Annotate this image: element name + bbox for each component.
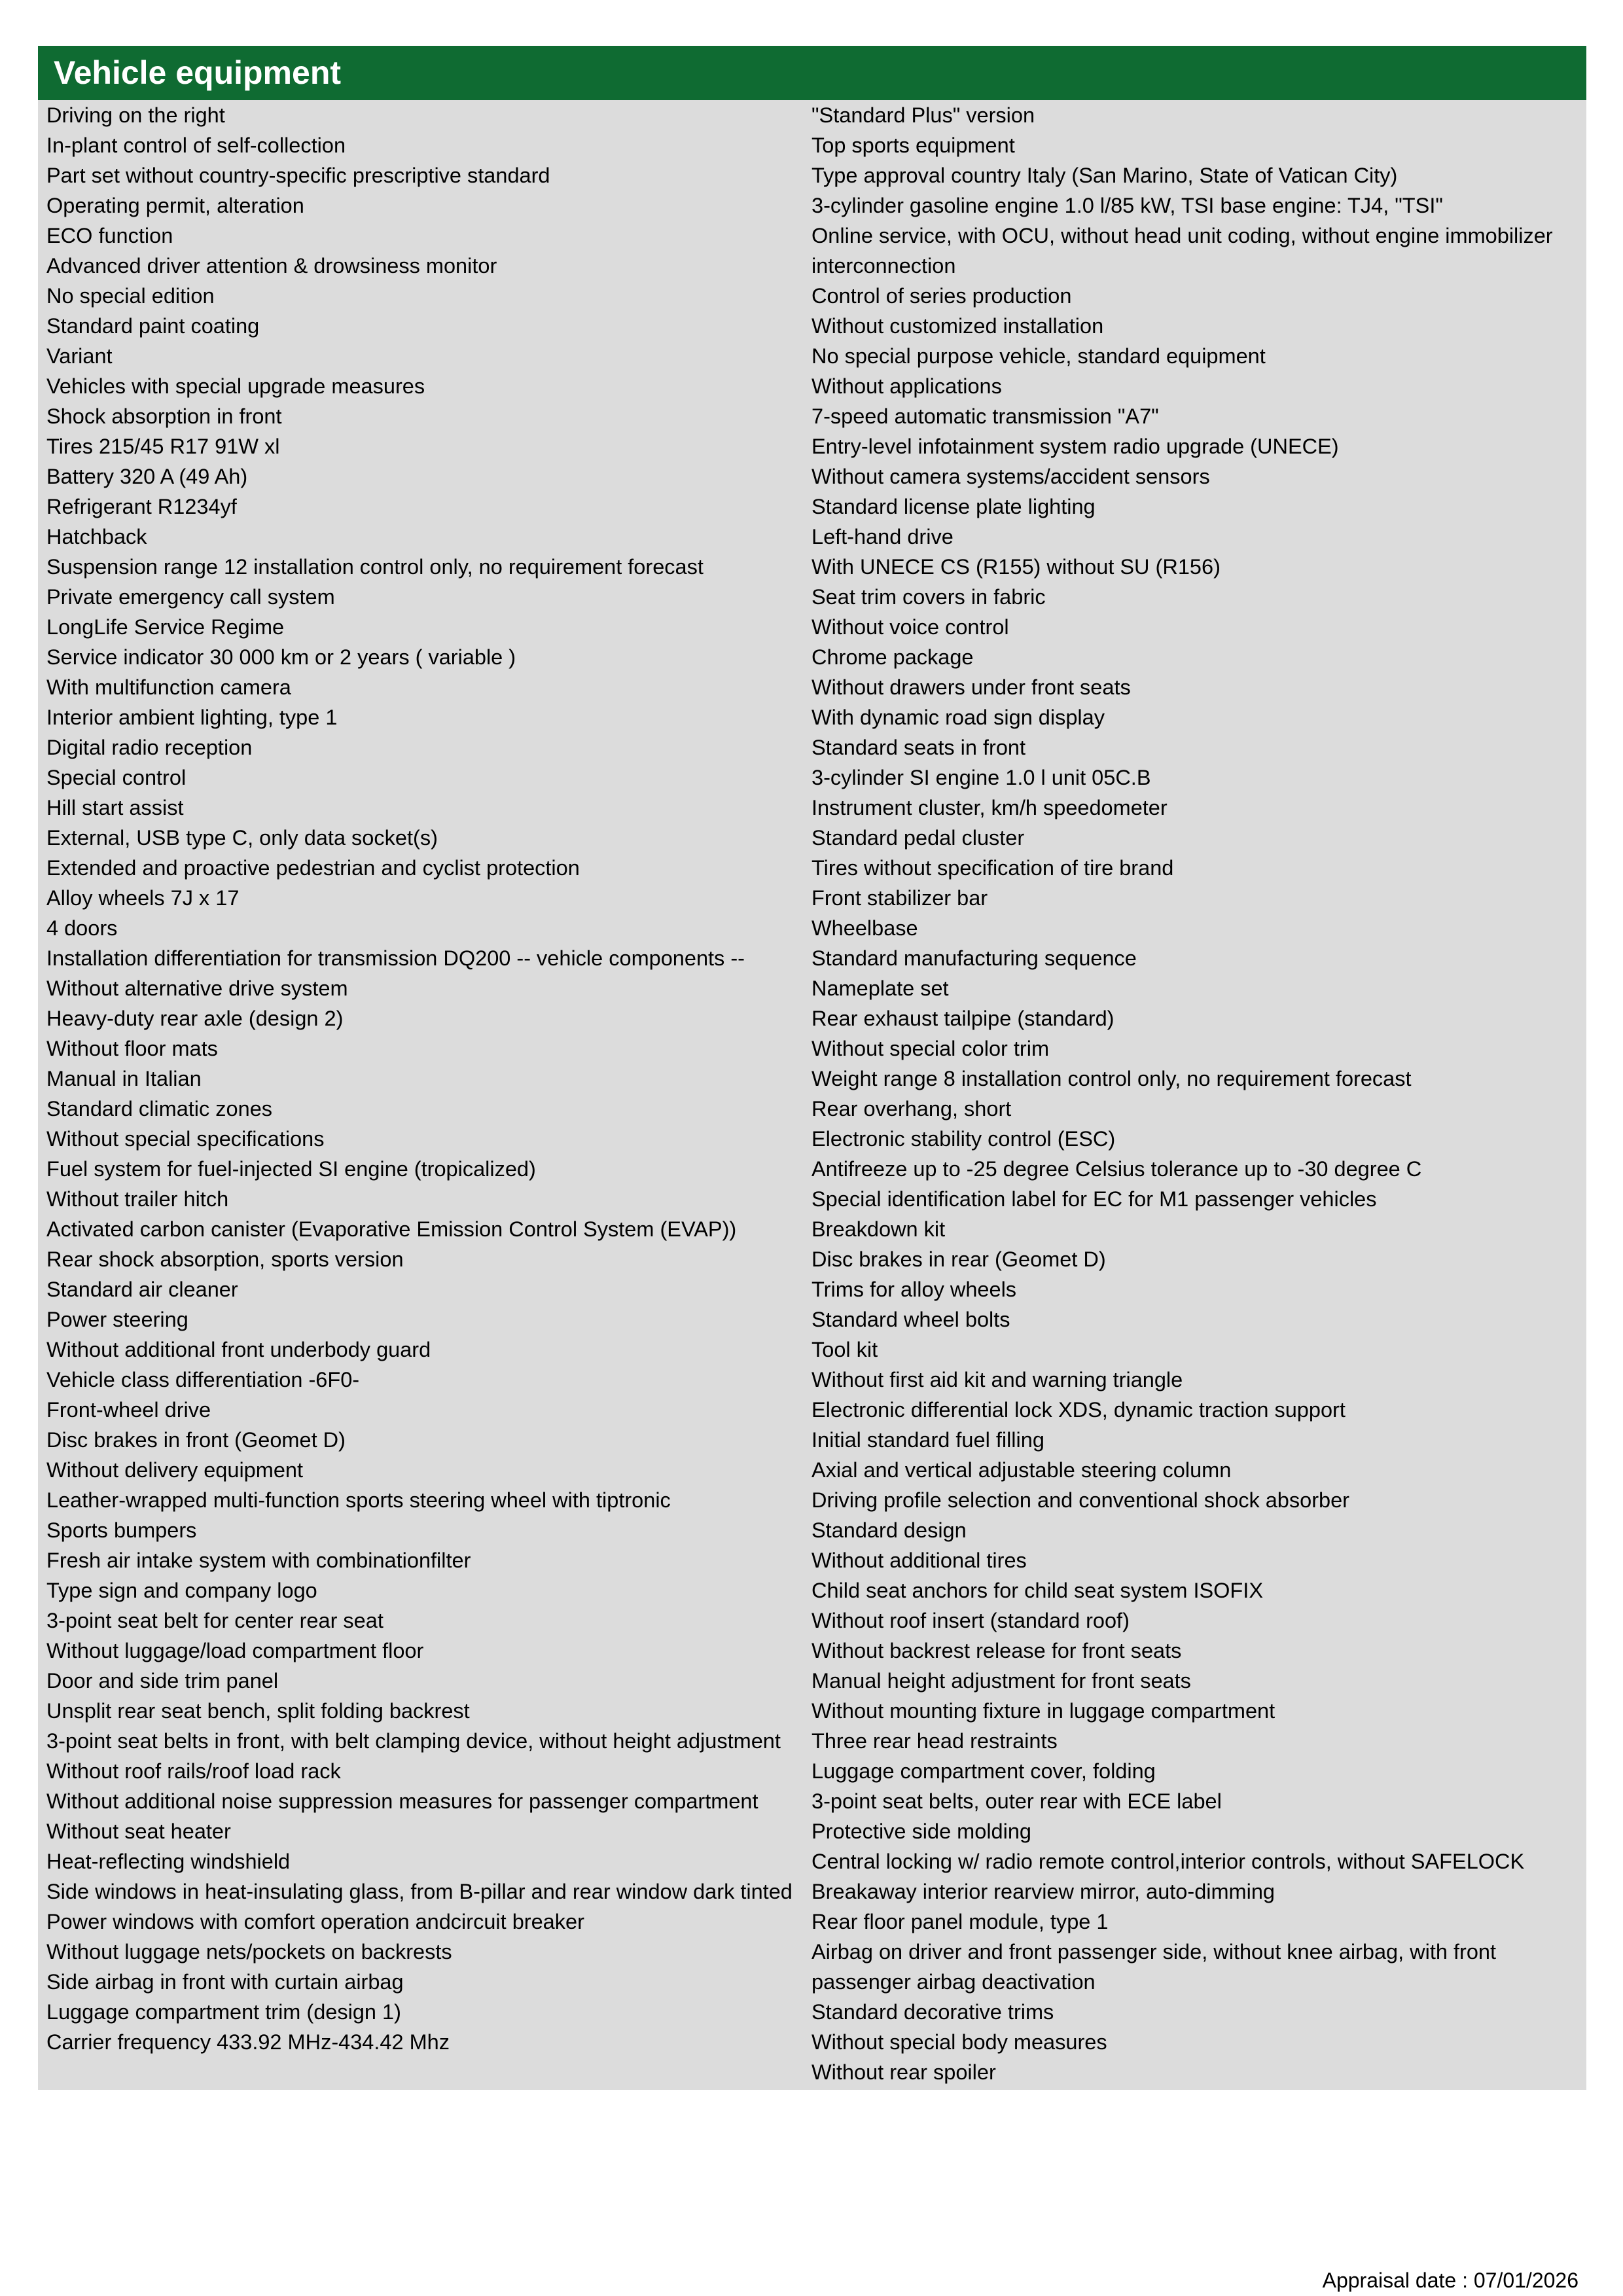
equipment-item: Hill start assist <box>46 796 184 819</box>
equipment-item: Advanced driver attention & drowsiness monitor <box>46 254 497 278</box>
equipment-item: Without seat heater <box>46 1820 231 1843</box>
equipment-item: Side windows in heat-insulating glass, from B-pillar and rear window dark tinted <box>46 1880 793 1903</box>
equipment-item: ECO function <box>46 224 173 247</box>
equipment-item: Wheelbase <box>812 916 918 940</box>
equipment-item: Child seat anchors for child seat system ISOFIX <box>812 1579 1263 1602</box>
equipment-item: Without roof insert (standard roof) <box>812 1609 1130 1632</box>
equipment-item: Entry-level infotainment system radio upgrade (UNECE) <box>812 435 1339 458</box>
appraisal-date-value: 07/01/2026 <box>1473 2269 1578 2292</box>
equipment-item: Rear floor panel module, type 1 <box>812 1910 1109 1933</box>
equipment-item: Standard decorative trims <box>812 2000 1054 2024</box>
equipment-item: Without customized installation <box>812 314 1104 338</box>
equipment-item: Left-hand drive <box>812 525 954 548</box>
equipment-item: Without additional front underbody guard <box>46 1338 431 1361</box>
equipment-item: Type sign and company logo <box>46 1579 317 1602</box>
equipment-item: Heavy-duty rear axle (design 2) <box>46 1007 344 1030</box>
equipment-item: 3-point seat belts, outer rear with ECE label <box>812 1789 1222 1813</box>
equipment-item: Refrigerant R1234yf <box>46 495 237 518</box>
equipment-item: Electronic differential lock XDS, dynamic traction support <box>812 1398 1346 1422</box>
equipment-item: Top sports equipment <box>812 134 1015 157</box>
equipment-item: Heat-reflecting windshield <box>46 1850 291 1873</box>
equipment-item: Weight range 8 installation control only, no requirement forecast <box>812 1067 1412 1090</box>
equipment-column-left <box>38 100 812 2087</box>
equipment-item: Electronic stability control (ESC) <box>812 1127 1116 1151</box>
equipment-column-right <box>812 100 1586 2087</box>
appraisal-date-label: Appraisal date : <box>1322 2269 1474 2292</box>
equipment-item: Driving profile selection and conventional shock absorber <box>812 1488 1349 1512</box>
equipment-item: Carrier frequency 433.92 MHz-434.42 Mhz <box>46 2030 450 2054</box>
equipment-item: Installation differentiation for transmission DQ200 -- vehicle components -- <box>46 946 745 970</box>
equipment-item: Extended and proactive pedestrian and cyclist protection <box>46 856 580 880</box>
equipment-item: Without additional noise suppression measures for passenger compartment <box>46 1789 758 1813</box>
equipment-item: Alloy wheels 7J x 17 <box>46 886 240 910</box>
equipment-item: Sports bumpers <box>46 1518 197 1542</box>
equipment-item: Side airbag in front with curtain airbag <box>46 1970 404 1994</box>
equipment-item: Without trailer hitch <box>46 1187 229 1211</box>
equipment-item: In-plant control of self-collection <box>46 134 346 157</box>
equipment-item: Without applications <box>812 374 1002 398</box>
equipment-item: Shock absorption in front <box>46 404 282 428</box>
equipment-item: Driving on the right <box>46 103 225 127</box>
equipment-item: Fuel system for fuel-injected SI engine (tropicalized) <box>46 1157 536 1181</box>
equipment-item: Standard design <box>812 1518 967 1542</box>
equipment-item: Antifreeze up to -25 degree Celsius tolerance up to -30 degree C <box>812 1157 1422 1181</box>
equipment-item: Variant <box>46 344 113 368</box>
equipment-item: Tires 215/45 R17 91W xl <box>46 435 280 458</box>
equipment-item: Without drawers under front seats <box>812 675 1131 699</box>
equipment-item: With multifunction camera <box>46 675 291 699</box>
equipment-item: Battery 320 A (49 Ah) <box>46 465 248 488</box>
equipment-item: No special edition <box>46 284 215 308</box>
equipment-item: Front stabilizer bar <box>812 886 988 910</box>
equipment-item: Rear shock absorption, sports version <box>46 1247 404 1271</box>
equipment-table <box>38 100 1586 2090</box>
equipment-item: Without special color trim <box>812 1037 1050 1060</box>
equipment-item: LongLife Service Regime <box>46 615 285 639</box>
equipment-item: Luggage compartment trim (design 1) <box>46 2000 401 2024</box>
equipment-item: Without mounting fixture in luggage compartment <box>812 1699 1275 1723</box>
equipment-item: With UNECE CS (R155) without SU (R156) <box>812 555 1221 579</box>
equipment-item: Three rear head restraints <box>812 1729 1058 1753</box>
appraisal-date <box>1323 2267 1578 2293</box>
equipment-item: Part set without country-specific prescriptive standard <box>46 164 550 187</box>
equipment-item: Trims for alloy wheels <box>812 1278 1017 1301</box>
equipment-item: Disc brakes in rear (Geomet D) <box>812 1247 1106 1271</box>
equipment-item: Hatchback <box>46 525 147 548</box>
equipment-item: Without floor mats <box>46 1037 218 1060</box>
equipment-item: Without voice control <box>812 615 1009 639</box>
equipment-item: Suspension range 12 installation control only, no requirement forecast <box>46 555 704 579</box>
equipment-item: Airbag on driver and front passenger side, without knee airbag, with front passenger airbag deactivation <box>812 1940 1497 1994</box>
equipment-item: Disc brakes in front (Geomet D) <box>46 1428 346 1452</box>
equipment-item: Standard climatic zones <box>46 1097 273 1121</box>
equipment-item: 3-point seat belt for center rear seat <box>46 1609 383 1632</box>
equipment-item: Digital radio reception <box>46 736 253 759</box>
equipment-item: Standard paint coating <box>46 314 260 338</box>
equipment-item: 7-speed automatic transmission "A7" <box>812 404 1159 428</box>
equipment-item: Without first aid kit and warning triangle <box>812 1368 1183 1391</box>
equipment-item: 3-cylinder gasoline engine 1.0 l/85 kW, TSI base engine: TJ4, "TSI" <box>812 194 1443 217</box>
equipment-item: 3-point seat belts in front, with belt clamping device, without height adjustment <box>46 1729 781 1753</box>
equipment-item: Fresh air intake system with combinationfilter <box>46 1549 471 1572</box>
equipment-item: Operating permit, alteration <box>46 194 304 217</box>
equipment-item: With dynamic road sign display <box>812 706 1105 729</box>
equipment-item: Special control <box>46 766 187 789</box>
equipment-item: Standard manufacturing sequence <box>812 946 1137 970</box>
equipment-item: Power steering <box>46 1308 188 1331</box>
equipment-item: Without rear spoiler <box>812 2060 996 2084</box>
equipment-item: Without alternative drive system <box>46 977 348 1000</box>
equipment-item: Front-wheel drive <box>46 1398 211 1422</box>
equipment-item: Leather-wrapped multi-function sports steering wheel with tiptronic <box>46 1488 671 1512</box>
equipment-item: Vehicle class differentiation -6F0- <box>46 1368 360 1391</box>
vehicle-equipment-section <box>38 46 1586 2090</box>
equipment-item: Control of series production <box>812 284 1072 308</box>
equipment-item: Standard seats in front <box>812 736 1026 759</box>
equipment-item: Without delivery equipment <box>46 1458 303 1482</box>
equipment-item: Standard license plate lighting <box>812 495 1096 518</box>
equipment-item: Luggage compartment cover, folding <box>812 1759 1156 1783</box>
equipment-item: Axial and vertical adjustable steering column <box>812 1458 1232 1482</box>
equipment-item: Breakaway interior rearview mirror, auto-dimming <box>812 1880 1275 1903</box>
equipment-item: Without special specifications <box>46 1127 325 1151</box>
section-title: Vehicle equipment <box>38 46 1586 100</box>
equipment-item: Breakdown kit <box>812 1217 946 1241</box>
equipment-item: Rear overhang, short <box>812 1097 1012 1121</box>
equipment-item: Without backrest release for front seats <box>812 1639 1182 1662</box>
equipment-item: Without luggage nets/pockets on backrests <box>46 1940 452 1964</box>
equipment-item: Central locking w/ radio remote control,interior controls, without SAFELOCK <box>812 1850 1525 1873</box>
equipment-item: External, USB type C, only data socket(s) <box>46 826 438 850</box>
equipment-item: Online service, with OCU, without head unit coding, without engine immobilizer interconnection <box>812 224 1553 278</box>
equipment-item: Special identification label for EC for M1 passenger vehicles <box>812 1187 1377 1211</box>
equipment-item: Seat trim covers in fabric <box>812 585 1046 609</box>
equipment-item: Unsplit rear seat bench, split folding backrest <box>46 1699 470 1723</box>
equipment-item: Protective side molding <box>812 1820 1031 1843</box>
equipment-item: Manual height adjustment for front seats <box>812 1669 1191 1693</box>
equipment-item: Private emergency call system <box>46 585 335 609</box>
equipment-item: Without special body measures <box>812 2030 1107 2054</box>
equipment-item: 4 doors <box>46 916 118 940</box>
equipment-item: "Standard Plus" version <box>812 103 1035 127</box>
equipment-item: No special purpose vehicle, standard equipment <box>812 344 1266 368</box>
equipment-item: Without additional tires <box>812 1549 1027 1572</box>
equipment-item: Tool kit <box>812 1338 878 1361</box>
equipment-item: Activated carbon canister (Evaporative Emission Control System (EVAP)) <box>46 1217 737 1241</box>
equipment-item: Service indicator 30 000 km or 2 years ( variable ) <box>46 645 516 669</box>
equipment-item: Power windows with comfort operation andcircuit breaker <box>46 1910 584 1933</box>
equipment-item: Rear exhaust tailpipe (standard) <box>812 1007 1115 1030</box>
equipment-item: Tires without specification of tire brand <box>812 856 1174 880</box>
equipment-item: Standard wheel bolts <box>812 1308 1010 1331</box>
equipment-item: Without camera systems/accident sensors <box>812 465 1210 488</box>
equipment-item: Vehicles with special upgrade measures <box>46 374 425 398</box>
equipment-item: Standard pedal cluster <box>812 826 1025 850</box>
equipment-item: 3-cylinder SI engine 1.0 l unit 05C.B <box>812 766 1151 789</box>
equipment-item: Door and side trim panel <box>46 1669 279 1693</box>
equipment-item: Manual in Italian <box>46 1067 202 1090</box>
equipment-item: Without roof rails/roof load rack <box>46 1759 341 1783</box>
equipment-item: Interior ambient lighting, type 1 <box>46 706 338 729</box>
equipment-item: Instrument cluster, km/h speedometer <box>812 796 1168 819</box>
equipment-item: Standard air cleaner <box>46 1278 238 1301</box>
equipment-item: Initial standard fuel filling <box>812 1428 1044 1452</box>
equipment-item: Chrome package <box>812 645 974 669</box>
equipment-item: Without luggage/load compartment floor <box>46 1639 424 1662</box>
equipment-item: Type approval country Italy (San Marino, State of Vatican City) <box>812 164 1398 187</box>
equipment-item: Nameplate set <box>812 977 949 1000</box>
